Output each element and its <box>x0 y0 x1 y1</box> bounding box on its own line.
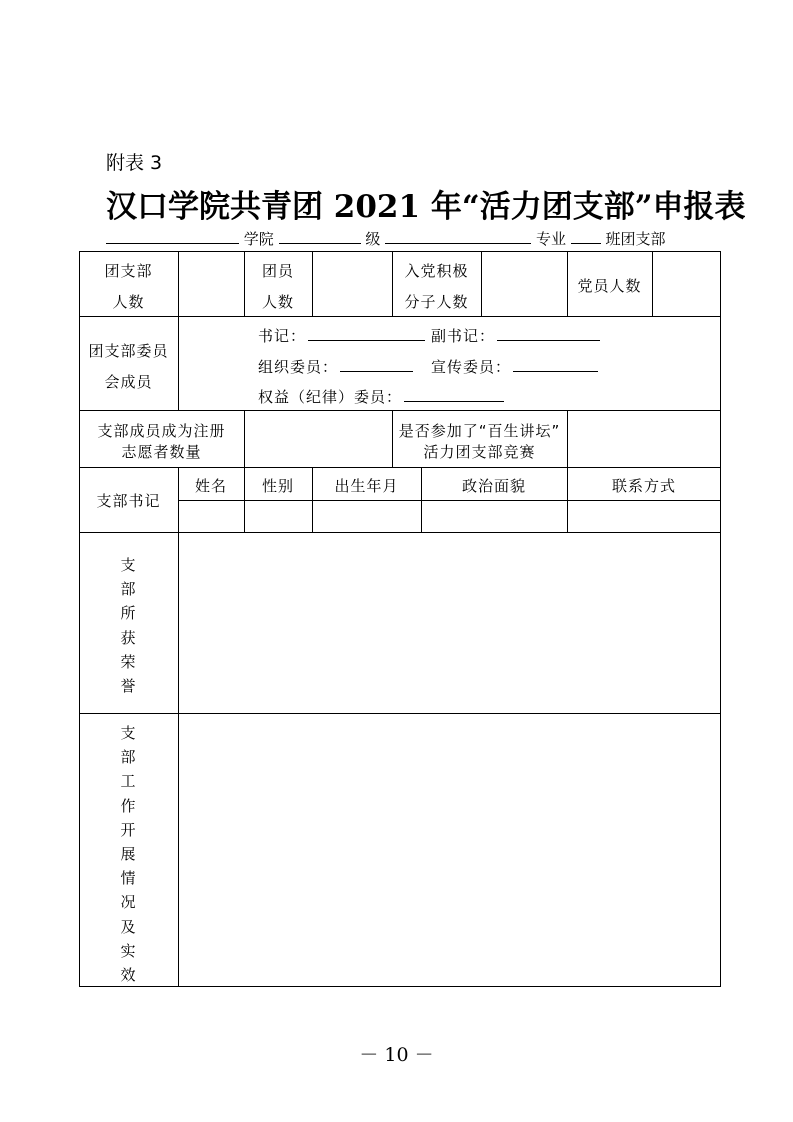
honors-char: 部 <box>120 580 136 599</box>
col-divider <box>481 251 482 316</box>
deputy-secretary-label: 副书记： <box>431 327 496 345</box>
work-char: 效 <box>120 966 136 985</box>
committee-label: 会成员 <box>104 373 153 391</box>
deputy-secretary-blank[interactable] <box>497 326 600 341</box>
honors-char: 所 <box>120 604 136 623</box>
grade-blank[interactable] <box>279 229 361 244</box>
attachment-label: 附表 3 <box>106 152 163 174</box>
league-members-label: 人数 <box>261 293 294 311</box>
work-char: 展 <box>120 845 136 864</box>
row-divider <box>79 410 721 411</box>
col-divider <box>244 410 245 467</box>
organization-blank[interactable] <box>340 357 413 372</box>
college-label: 学院 <box>243 230 274 248</box>
col-divider <box>178 251 179 316</box>
activists-label: 分子人数 <box>404 293 469 311</box>
col-divider <box>178 316 179 410</box>
work-content-area[interactable] <box>179 714 720 986</box>
party-members-label: 党员人数 <box>577 277 642 295</box>
col-divider <box>312 251 313 316</box>
work-char: 情 <box>120 869 136 888</box>
secretary-field <box>258 325 425 346</box>
row-divider <box>178 500 721 501</box>
publicity-blank[interactable] <box>513 357 598 372</box>
deputy-secretary-field <box>431 325 600 346</box>
secretary-label: 书记： <box>258 327 307 345</box>
work-char: 开 <box>120 820 136 839</box>
work-char: 况 <box>120 893 136 912</box>
activists-label: 入党积极 <box>404 262 469 280</box>
major-blank[interactable] <box>385 229 531 244</box>
class-blank[interactable] <box>571 229 601 244</box>
publicity-field <box>431 356 598 377</box>
page-number: － 10 － <box>359 1044 434 1066</box>
rights-label: 权益（纪律）委员： <box>258 388 403 406</box>
work-char: 支 <box>120 724 136 742</box>
honors-char: 誉 <box>120 677 136 696</box>
work-char: 工 <box>120 772 136 791</box>
branch-secretary-label: 支部书记 <box>96 492 161 510</box>
publicity-label: 宣传委员： <box>431 358 512 376</box>
honors-content-area[interactable] <box>179 533 720 712</box>
branch-label: 班团支部 <box>605 230 666 248</box>
organization-field <box>258 356 413 377</box>
major-label: 专业 <box>535 230 566 248</box>
work-label <box>118 721 138 987</box>
form-subline <box>106 228 666 249</box>
honors-char: 支 <box>120 556 136 574</box>
col-divider <box>567 410 568 467</box>
row-divider <box>79 316 721 317</box>
row-divider <box>79 467 721 468</box>
work-char: 及 <box>120 917 136 936</box>
committee-label: 团支部委员 <box>88 342 169 360</box>
volunteer-label: 志愿者数量 <box>121 443 202 461</box>
form-title: 汉口学院共青团 2021 年“活力团支部”申报表 <box>106 189 746 225</box>
branch-members-label: 团支部 <box>104 262 153 280</box>
column-header-birth: 出生年月 <box>334 477 399 495</box>
secretary-blank[interactable] <box>308 326 425 341</box>
rights-field <box>258 386 504 407</box>
league-members-label: 团员 <box>261 262 294 280</box>
contest-label: 是否参加了“百生讲坛” <box>398 422 561 440</box>
contest-label: 活力团支部竞赛 <box>423 443 536 461</box>
branch-members-label: 人数 <box>112 293 145 311</box>
column-header-political-status: 政治面貌 <box>461 477 526 495</box>
college-blank[interactable] <box>106 229 239 244</box>
work-char: 部 <box>120 748 136 767</box>
work-char: 实 <box>120 941 136 960</box>
column-header-name: 姓名 <box>194 477 227 495</box>
col-divider <box>652 251 653 316</box>
volunteer-label: 支部成员成为注册 <box>97 422 226 440</box>
column-header-contact: 联系方式 <box>611 477 676 495</box>
honors-char: 获 <box>120 628 136 647</box>
rights-blank[interactable] <box>404 387 504 402</box>
work-char: 作 <box>120 796 136 815</box>
column-header-gender: 性别 <box>261 477 294 495</box>
grade-label: 级 <box>365 230 381 248</box>
honors-char: 荣 <box>120 652 136 671</box>
organization-label: 组织委员： <box>258 358 339 376</box>
honors-label <box>118 553 138 698</box>
